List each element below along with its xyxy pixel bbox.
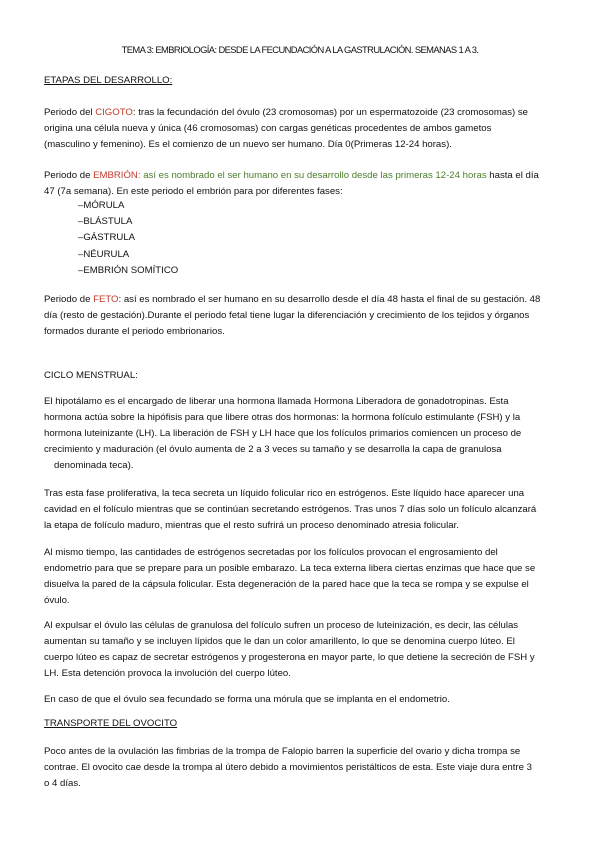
embrion-line-1 bbox=[44, 168, 558, 184]
transporte-line: contrae. El ovocito cae desde la trompa al útero debido a movimientos peristálticos de esta. Este viaje dura entre 3 bbox=[44, 762, 532, 773]
ciclo-p4-line: LH. Esta detención provoca la involución del cuerpo lúteo. bbox=[44, 668, 291, 679]
term-embrion: EMBRIÓN bbox=[93, 170, 138, 181]
section-heading-ciclo: CICLO MENSTRUAL: bbox=[44, 370, 138, 381]
ciclo-p4-line: cuerpo lúteo es capaz de secretar estrógenos y progesterona en mayor parte, lo que detiene la secreción de FSH y bbox=[44, 652, 535, 663]
ciclo-p2-line: la etapa de folículo maduro, mientras que el resto sufrirá un proceso denominado atresia folicular. bbox=[44, 520, 459, 531]
text-run: Periodo de bbox=[44, 294, 94, 305]
ciclo-p3-line: óvulo. bbox=[44, 595, 70, 606]
text-run: Periodo de bbox=[44, 170, 94, 181]
highlight-embrion: : así es nombrado el ser humano en su desarrollo desde las primeras 12-24 horas bbox=[137, 170, 487, 181]
feto-line-2: día (resto de gestación).Durante el periodo fetal tiene lugar la diferenciación y crecimiento de los tejidos y órganos bbox=[44, 310, 530, 321]
list-item: –NÉURULA bbox=[78, 248, 130, 260]
term-cigoto: CIGOTO bbox=[95, 107, 133, 118]
ciclo-p3-line: disuelva la pared de la cápsula folicular. Esta degeneración de la pared hace que la teca se rompa y se expulse el bbox=[44, 579, 529, 590]
text-run: Periodo del bbox=[44, 107, 96, 118]
cigoto-line-1 bbox=[44, 105, 558, 121]
transporte-line: Poco antes de la ovulación las fimbrias de la trompa de Falopio barren la superficie del ovario y dicha trompa se bbox=[44, 746, 521, 757]
ciclo-p1-line: crecimiento y maduración (el óvulo aumenta de 2 a 3 veces su tamaño y se desarrolla la capa de granulosa bbox=[44, 444, 502, 455]
ciclo-p3-line: endometrio para que se prepare para un posible embarazo. La teca externa libera ciertas enzimas que hace que se bbox=[44, 563, 536, 574]
ciclo-p1-line: denominada teca). bbox=[54, 460, 134, 471]
ciclo-p5-line: En caso de que el óvulo sea fecundado se forma una mórula que se implanta en el endometrio. bbox=[44, 694, 450, 705]
cigoto-line-2: origina una célula nueva y única (46 cromosomas) con cargas genéticas procedentes de ambos gametos bbox=[44, 123, 492, 134]
ciclo-p4-line: aumentan su tamaño y se incluyen lípidos que le dan un color amarillento, lo que se denomina cuerpo lúteo. El bbox=[44, 636, 515, 647]
term-feto: FETO bbox=[93, 294, 119, 305]
transporte-line: o 4 días. bbox=[44, 778, 81, 789]
list-item: –EMBRIÓN SOMÍTICO bbox=[78, 264, 179, 276]
section-heading-transporte: TRANSPORTE DEL OVOCITO bbox=[44, 718, 178, 729]
document-title: TEMA 3: EMBRIOLOGÍA: DESDE LA FECUNDACIÓN A LA GASTRULACIÓN. SEMANAS 1 A 3. bbox=[121, 44, 479, 55]
feto-line-1 bbox=[44, 292, 558, 308]
ciclo-p1-line: hormona luteinizante (LH). La liberación de FSH y LH hace que los folículos primarios comiencen un proceso de bbox=[44, 428, 522, 439]
text-run: : así es nombrado el ser humano en su desarrollo desde el día 48 hasta el final de su gestación. 48 bbox=[118, 294, 541, 305]
phase-list bbox=[78, 198, 178, 279]
text-run: : tras la fecundación del óvulo (23 cromosomas) por un espermatozoide (23 cromosomas) se bbox=[132, 107, 529, 118]
list-item: –BLÁSTULA bbox=[78, 216, 133, 228]
text-run: hasta el día bbox=[486, 170, 539, 181]
section-heading-etapas: ETAPAS DEL DESARROLLO: bbox=[44, 75, 173, 86]
cigoto-line-3: (masculino y femenino). Es el comienzo de un nuevo ser humano. Día 0(Primeras 12-24 horas). bbox=[44, 139, 452, 150]
list-item: –GÁSTRULA bbox=[78, 232, 136, 244]
embrion-line-2: 47 (7a semana). En este periodo el embrión para por diferentes fases: bbox=[44, 186, 343, 197]
ciclo-p3-line: Al mismo tiempo, las cantidades de estrógenos secretadas por los folículos provocan el engrosamiento del bbox=[44, 547, 498, 558]
ciclo-p1-line: El hipotálamo es el encargado de liberar una hormona llamada Hormona Liberadora de gonadotropinas. Esta bbox=[44, 396, 509, 407]
list-item: –MÓRULA bbox=[78, 200, 125, 211]
ciclo-p2-line: cavidad en el folículo mientras que se continúan secretando estrógenos. Tras unos 7 días solo un folículo alcanzará bbox=[44, 504, 537, 515]
feto-line-3: formados durante el periodo embrionarios. bbox=[44, 326, 225, 337]
ciclo-p1-line: hormona actúa sobre la hipófisis para que libere otras dos hormonas: la hormona folículo estimulante (FSH) y la bbox=[44, 412, 521, 423]
ciclo-p4-line: Al expulsar el óvulo las células de granulosa del folículo sufren un proceso de luteinización, es decir, las células bbox=[44, 620, 519, 631]
ciclo-p2-line: Tras esta fase proliferativa, la teca secreta un líquido folicular rico en estrógenos. Este líquido hace aparecer una bbox=[44, 488, 525, 499]
